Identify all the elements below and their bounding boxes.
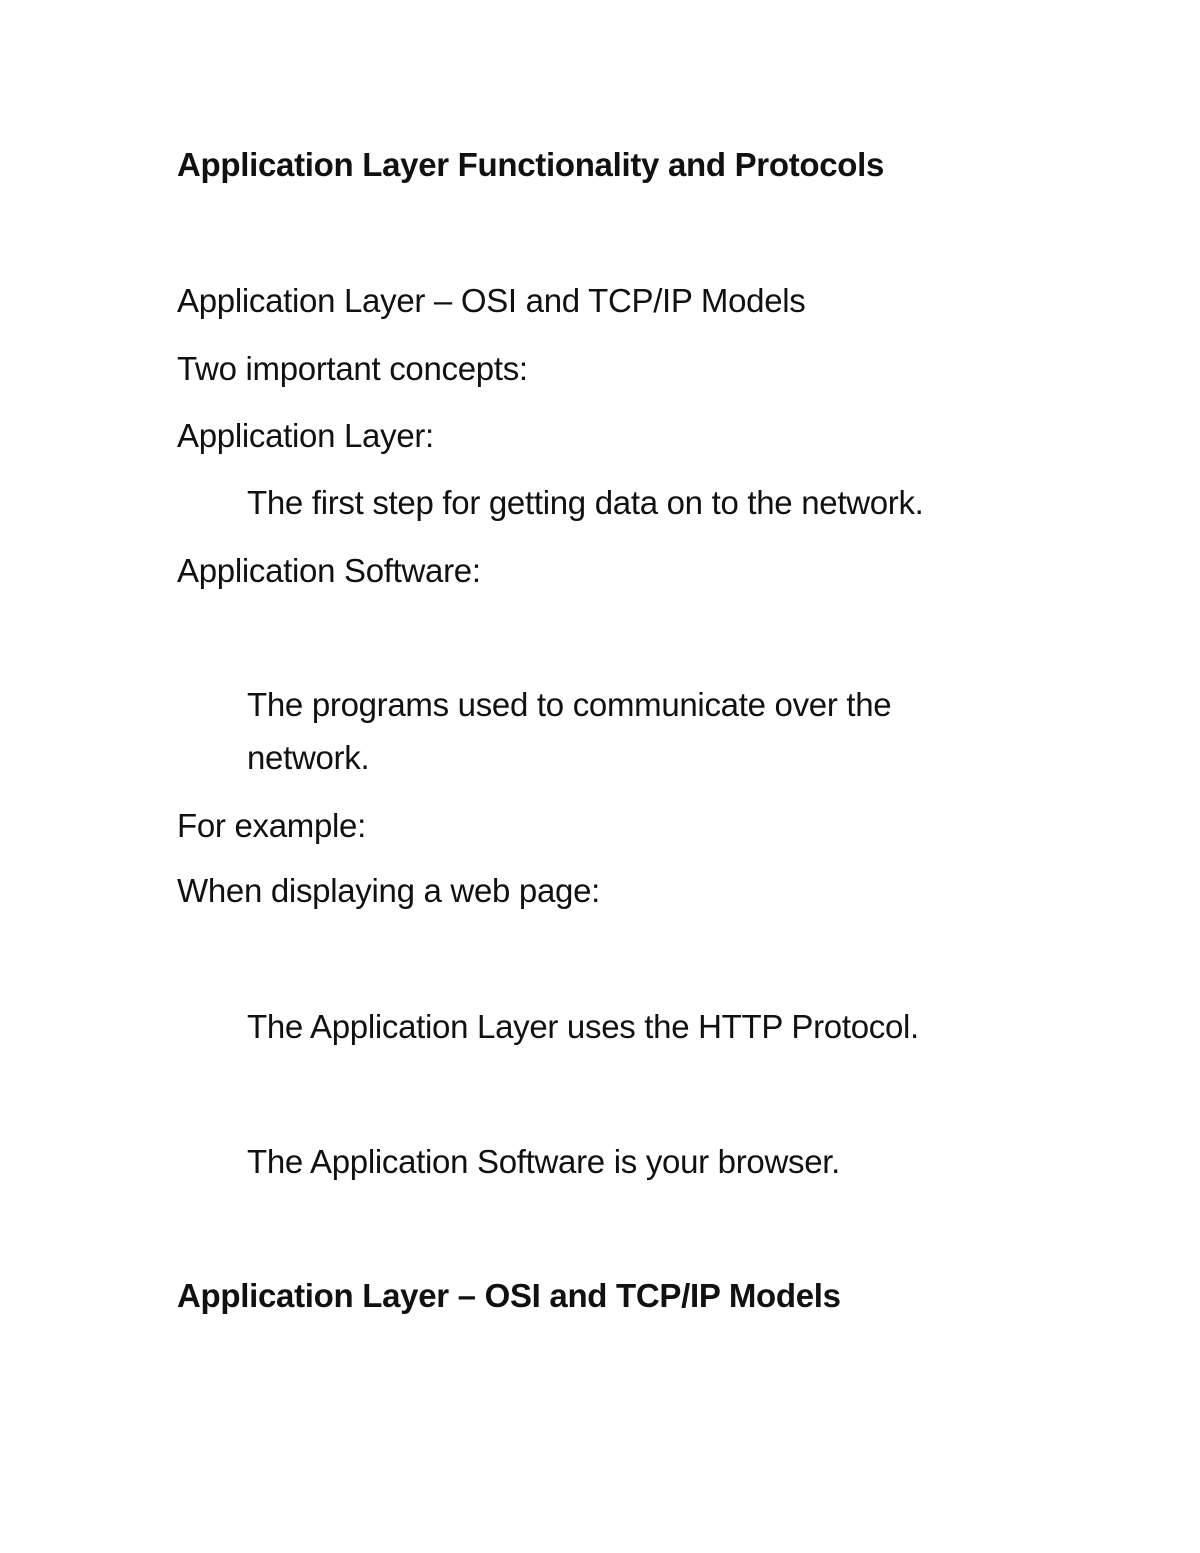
section-heading: Application Layer – OSI and TCP/IP Models bbox=[177, 1277, 841, 1314]
app-layer-description: The first step for getting data on to the network. bbox=[247, 484, 924, 521]
example-browser: The Application Software is your browser. bbox=[247, 1143, 840, 1180]
app-software-description: The programs used to communicate over the network. bbox=[247, 686, 892, 776]
web-page-label: When displaying a web page: bbox=[177, 872, 601, 909]
example-http-protocol: The Application Layer uses the HTTP Protocol. bbox=[247, 1008, 919, 1045]
app-software-label: Application Software: bbox=[177, 552, 481, 589]
page-title: Application Layer Functionality and Protocols bbox=[177, 146, 885, 183]
app-layer-label: Application Layer: bbox=[177, 417, 434, 454]
concepts-intro: Two important concepts: bbox=[177, 350, 528, 387]
example-label: For example: bbox=[177, 807, 366, 844]
section-subheading: Application Layer – OSI and TCP/IP Models bbox=[177, 282, 806, 319]
